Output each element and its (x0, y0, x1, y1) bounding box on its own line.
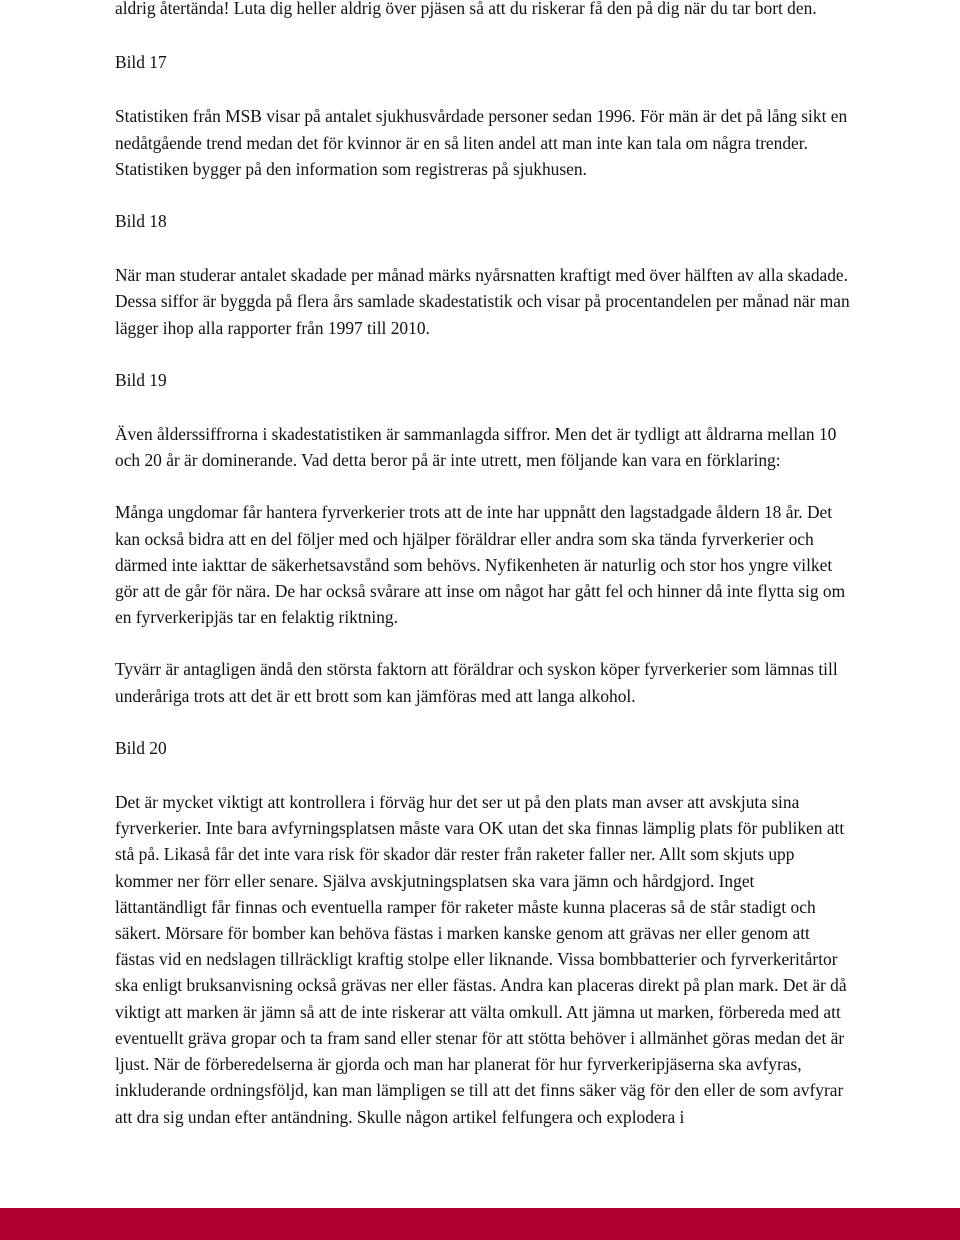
bild-19-paragraph-2: Många ungdomar får hantera fyrverkerier trots att de inte har uppnått den lagstadgade åldern 18 år. Det kan också bidra att en del följer med och hjälper föräldrar eller andra som ska tända fyrverkerier och därmed inte iakttar de säkerhetsavstånd som behövs. Nyfikenheten är naturlig och stor hos yngre vilket gör att de går för nära. De har också svårare att inse om något har gått fel och hinner då inte flytta sig om en fyrverkeripjäs tar en felaktig riktning. (115, 502, 846, 628)
bild-19-paragraph-3: Tyvärr är antagligen ändå den största faktorn att föräldrar och syskon köper fyrverkerier som lämnas till underåriga trots att det är ett brott som kan jämföras med att langa alkohol. (115, 659, 838, 706)
section-heading-bild-18: Bild 18 (115, 211, 167, 232)
section-heading-bild-19: Bild 19 (115, 369, 167, 390)
bild-17-paragraph: Statistiken från MSB visar på antalet sjukhusvårdade personer sedan 1996. För män är det på lång sikt en nedåtgående trend medan det för kvinnor är en så liten andel att man inte kan tala om några trender. Statistiken bygger på den information som registreras på sjukhusen. (115, 106, 848, 179)
footer-color-bar (0, 1208, 960, 1240)
bild-19-paragraph-1: Även ålderssiffrorna i skadestatistiken är sammanlagda siffror. Men det är tydligt att åldrarna mellan 10 och 20 år är dominerande. Vad detta beror på är inte utrett, men följande kan vara en förklaring: (115, 424, 837, 471)
section-heading-bild-17: Bild 17 (115, 52, 167, 73)
bild-18-paragraph: När man studerar antalet skadade per månad märks nyårsnatten kraftigt med över hälften av alla skadade. Dessa siffor är byggda på flera års samlade skadestatistik och visar på procentandelen per månad när man lägger ihop alla rapporter från 1997 till 2010. (115, 265, 850, 338)
intro-paragraph: aldrig återtända! Luta dig heller aldrig över pjäsen så att du riskerar få den på dig när du tar bort den. (115, 0, 817, 18)
section-heading-bild-20: Bild 20 (115, 737, 167, 758)
bild-20-paragraph: Det är mycket viktigt att kontrollera i förväg hur det ser ut på den plats man avser att avskjuta sina fyrverkerier. Inte bara avfyrningsplatsen måste vara OK utan det ska finnas lämplig plats för publiken att stå på. Likaså får det inte vara risk för skador där rester från raketer faller ner. Allt som skjuts upp kommer ner förr eller senare. Själva avskjutningsplatsen ska vara jämn och hårdgjord. Inget lättantändligt får finnas och eventuella ramper för raketer måste kunna placeras så de står stadigt och säkert. Mörsare för bomber kan behöva fästas i marken kanske genom att grävas ner eller genom att fästas vid en nedslagen tillräckligt kraftig stolpe eller liknande. Vissa bombbatterier och fyrverkeritårtor ska enligt bruksanvisning också grävas ner eller fästas. Andra kan placeras direkt på plan mark. Det är då viktigt att marken är jämn så att de inte riskerar att välta omkull. Att jämna ut marken, förbereda med att eventuellt gräva gropar och ta fram sand eller stenar för att stötta behöver i allmänhet göras medan det är ljust. När de förberedelserna är gjorda och man har planerat för hur fyrverkeripjäserna ska avfyras, inkluderande ordningsföljd, kan man lämpligen se till att det finns säker väg för den eller de som avfyrar att dra sig undan efter antändning. Skulle någon artikel felfungera och explodera i (115, 792, 847, 1127)
document-page (115, 0, 850, 1156)
